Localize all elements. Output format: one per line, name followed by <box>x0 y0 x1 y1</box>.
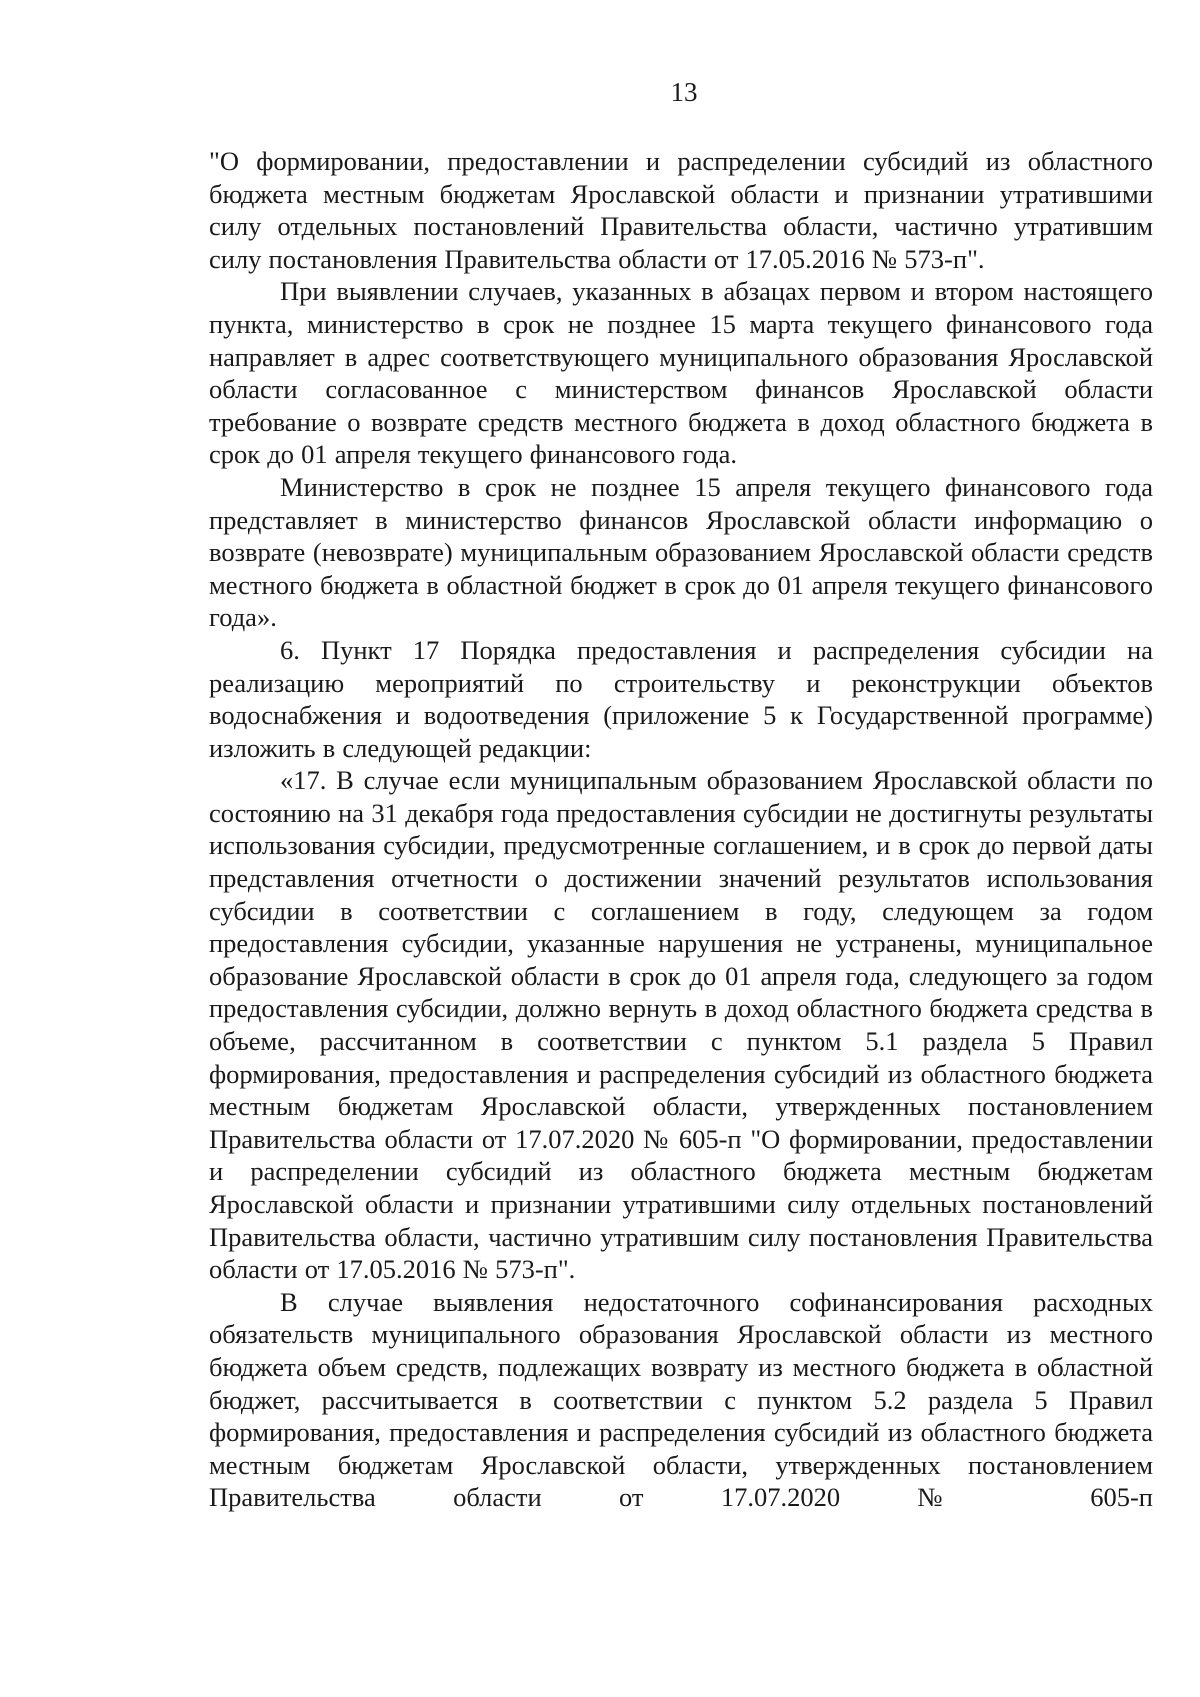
paragraph-continuation: "О формировании, предоставлении и распределении субсидий из областного бюджета местным бюджетам Ярославской области и признании утратившими силу отдельных постановлений Правительства области, частично утратившим силу постановления Правительства области от 17.05.2016 № 573-п". <box>209 146 1153 274</box>
paragraph-cofinancing: В случае выявления недостаточного софинансирования расходных обязательств муниципального образования Ярославской области из местного бюджета объем средств, подлежащих возврату из местного бюджета в областной бюджет, рассчитывается в соответствии с пунктом 5.2 раздела 5 Правил формирования, предоставления и распределения субсидий из областного бюджета местным бюджетам Ярославской области, утвержденных постановлением Правительства области от 17.07.2020 № 605-п <box>209 1286 1153 1513</box>
page-number: 13 <box>670 77 698 107</box>
document-body <box>209 145 1153 1514</box>
paragraph-point-17: «17. В случае если муниципальным образованием Ярославской области по состоянию на 31 декабря года предоставления субсидии не достигнуты результаты использования субсидии, предусмотренные соглашением, и в срок до первой даты представления отчетности о достижении значений результатов использования субсидии в соответствии с соглашением в году, следующем за годом предоставления субсидии, указанные нарушения не устранены, муниципальное образование Ярославской области в срок до 01 апреля года, следующего за годом предоставления субсидии, должно вернуть в доход областного бюджета средства в объеме, рассчитанном в соответствии с пунктом 5.1 раздела 5 Правил формирования, предоставления и распределения субсидий из областного бюджета местным бюджетам Ярославской области, утвержденных постановлением Правительства области от 17.07.2020 № 605-п "О формировании, предоставлении и распределении субсидий из областного бюджета местным бюджетам Ярославской области и признании утратившими силу отдельных постановлений Правительства области, частично утратившим силу постановления Правительства области от 17.05.2016 № 573-п". <box>209 765 1153 1285</box>
paragraph-item-6: 6. Пункт 17 Порядка предоставления и распределения субсидии на реализацию мероприятий по строительству и реконструкции объектов водоснабжения и водоотведения (приложение 5 к Государственной программе) изложить в следующей редакции: <box>209 634 1153 763</box>
paragraph-ministry-report: Министерство в срок не позднее 15 апреля текущего финансового года представляет в министерство финансов Ярославской области информацию о возврате (невозврате) муниципальным образованием Ярославской области средств местного бюджета в областной бюджет в срок до 01 апреля текущего финансового года». <box>209 471 1153 633</box>
paragraph-return-requirement: При выявлении случаев, указанных в абзацах первом и втором настоящего пункта, министерство в срок не позднее 15 марта текущего финансового года направляет в адрес соответствующего муниципального образования Ярославской области согласованное с министерством финансов Ярославской области требование о возврате средств местного бюджета в доход областного бюджета в срок до 01 апреля текущего финансового года. <box>209 276 1153 470</box>
